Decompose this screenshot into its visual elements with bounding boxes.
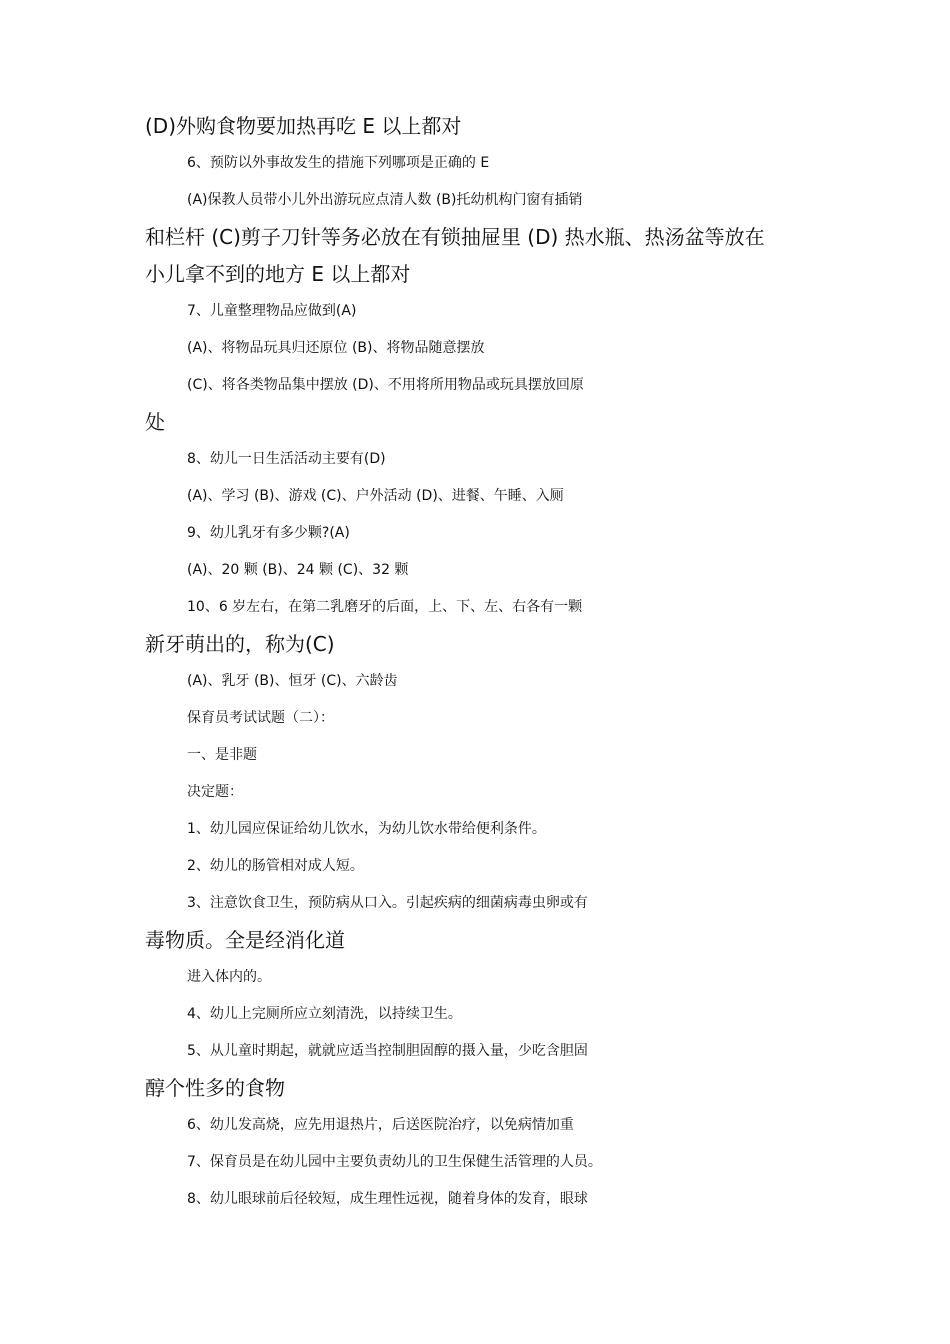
text-line: 5、从儿童时期起，就就应适当控制胆固醇的摄入量，少吃含胆固 bbox=[187, 1043, 588, 1059]
text-line: 毒物质。全是经消化道 bbox=[145, 928, 345, 952]
text-line: 6、幼儿发高烧，应先用退热片，后送医院治疗，以免病情加重 bbox=[187, 1117, 574, 1133]
document-body bbox=[145, 108, 810, 1218]
text-line: 小儿拿不到的地方 E 以上都对 bbox=[145, 262, 411, 286]
text-line: (A)、20 颗 (B)、24 颗 (C)、32 颗 bbox=[187, 562, 409, 578]
text-line: 醇个性多的食物 bbox=[145, 1076, 285, 1100]
text-line: (A)、学习 (B)、游戏 (C)、户外活动 (D)、进餐、午睡、入厕 bbox=[187, 488, 564, 504]
text-line: (A)保教人员带小儿外出游玩应点清人数 (B)托幼机构门窗有插销 bbox=[187, 192, 583, 208]
text-line: 8、幼儿一日生活活动主要有(D) bbox=[187, 451, 386, 467]
text-line: 和栏杆 (C)剪子刀针等务必放在有锁抽屉里 (D) 热水瓶、热汤盆等放在 bbox=[145, 225, 765, 249]
text-line: 3、注意饮食卫生，预防病从口入。引起疾病的细菌病毒虫卵或有 bbox=[187, 895, 588, 911]
text-line: (A)、乳牙 (B)、恒牙 (C)、六龄齿 bbox=[187, 673, 398, 689]
text-line: 7、保育员是在幼儿园中主要负责幼儿的卫生保健生活管理的人员。 bbox=[187, 1154, 602, 1170]
text-line: 6、预防以外事故发生的措施下列哪项是正确的 E bbox=[187, 155, 490, 171]
text-line: 新牙萌出的，称为(C) bbox=[145, 632, 335, 656]
text-line: 9、幼儿乳牙有多少颗?(A) bbox=[187, 525, 350, 541]
text-line: 保育员考试试题（二）： bbox=[187, 710, 334, 726]
text-line: (D)外购食物要加热再吃 E 以上都对 bbox=[145, 114, 462, 138]
text-line: (C)、将各类物品集中摆放 (D)、不用将所用物品或玩具摆放回原 bbox=[187, 377, 584, 393]
text-line: (A)、将物品玩具归还原位 (B)、将物品随意摆放 bbox=[187, 340, 485, 356]
text-line: 8、幼儿眼球前后径较短，成生理性远视，随着身体的发育，眼球 bbox=[187, 1191, 588, 1207]
text-line: 决定题： bbox=[187, 784, 243, 800]
text-line: 10、6 岁左右，在第二乳磨牙的后面，上、下、左、右各有一颗 bbox=[187, 599, 583, 615]
text-line: 2、幼儿的肠管相对成人短。 bbox=[187, 858, 364, 874]
text-line: 一、是非题 bbox=[187, 747, 257, 763]
text-line: 处 bbox=[145, 410, 165, 434]
text-line: 4、幼儿上完厕所应立刻清洗，以持续卫生。 bbox=[187, 1006, 462, 1022]
text-line: 进入体内的。 bbox=[187, 969, 271, 985]
text-line: 7、儿童整理物品应做到(A) bbox=[187, 303, 357, 319]
text-line: 1、幼儿园应保证给幼儿饮水，为幼儿饮水带给便利条件。 bbox=[187, 821, 546, 837]
